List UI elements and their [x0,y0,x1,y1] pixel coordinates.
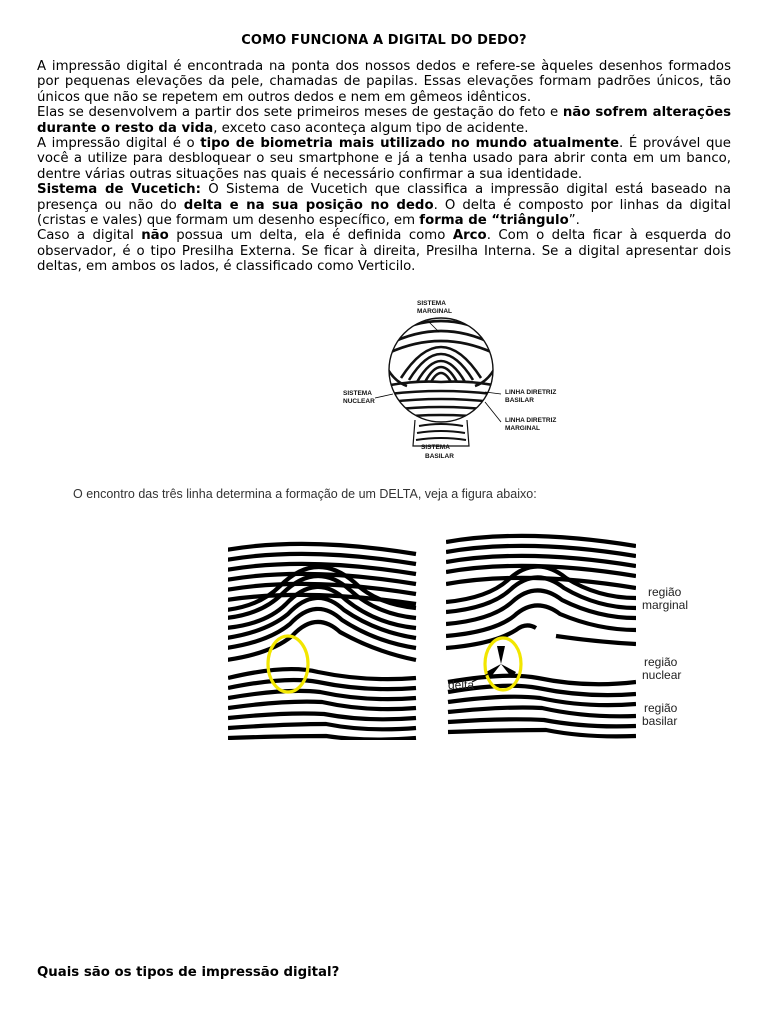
paragraph-2: Elas se desenvolvem a partir dos sete primeiros meses de gestação do feto e não sofrem alterações durante o resto da vida, exceto caso aconteça algum tipo de acidente. [37,105,732,136]
label-delta: delta [448,678,475,692]
paragraph-4: Sistema de Vucetich: O Sistema de Vucetich que classifica a impressão digital está baseado na presença ou não do delta e na sua posição no dedo. O delta é composto por linhas da digital (cristas e vales) que formam um desenho específico, em forma de “triângulo”. [37,182,732,229]
label-sistema-basilar-1: SISTEMA [421,444,450,451]
label-sistema-basilar-2: BASILAR [425,453,454,460]
label-linha-marginal-1: LINHA DIRETRIZ [505,417,557,424]
label-linha-basilar-2: BASILAR [505,397,534,404]
paragraph-3: A impressão digital é o tipo de biometria mais utilizado no mundo atualmente. É provável que você a utilize para desbloquear o seu smartphone e já a tenha usado para abrir conta em um banco, dentre várias outras situações nas quais é necessário confirmar a sua identidade. [37,136,731,182]
paragraph-1: A impressão digital é encontrada na ponta dos nossos dedos e refere-se àqueles desenhos formados por pequenas elevações da pele, chamadas de papilas. Essas elevações formam padrões únicos, tão únicos que não se repetem em outros dedos e nem em gêmeos idênticos. [37,59,731,105]
label-sistema-nuclear-2: NUCLEAR [343,398,375,405]
label-linha-basilar-1: LINHA DIRETRIZ [505,389,557,396]
label-sistema-marginal-2: MARGINAL [417,308,453,315]
section-question: Quais são os tipos de impressão digital? [37,965,340,980]
label-regiao-nuclear-1: região [644,655,678,669]
label-regiao-basilar-1: região [644,701,678,715]
fingerprint-systems-diagram [335,296,585,466]
label-linha-marginal-2: MARGINAL [505,425,541,432]
paragraph-5: Caso a digital não possua um delta, ela é definida como Arco. Com o delta ficar à esquerda do observador, é o tipo Presilha Externa. Se ficar à direita, Presilha Interna. Se a digital apresentar dois deltas, em ambos os lados, é classificado como Verticilo. [37,228,731,275]
label-regiao-basilar-2: basilar [642,714,678,728]
body-text [37,59,731,275]
delta-figure [226,532,706,752]
label-regiao-nuclear-2: nuclear [642,668,682,682]
delta-caption: O encontro das três linha determina a formação de um DELTA, veja a figura abaixo: [73,487,537,501]
label-regiao-marginal-1: região [648,585,682,599]
label-regiao-marginal-2: marginal [642,598,689,612]
page-title: COMO FUNCIONA A DIGITAL DO DEDO? [241,33,527,48]
label-sistema-marginal-1: SISTEMA [417,300,446,307]
label-sistema-nuclear-1: SISTEMA [343,390,372,397]
